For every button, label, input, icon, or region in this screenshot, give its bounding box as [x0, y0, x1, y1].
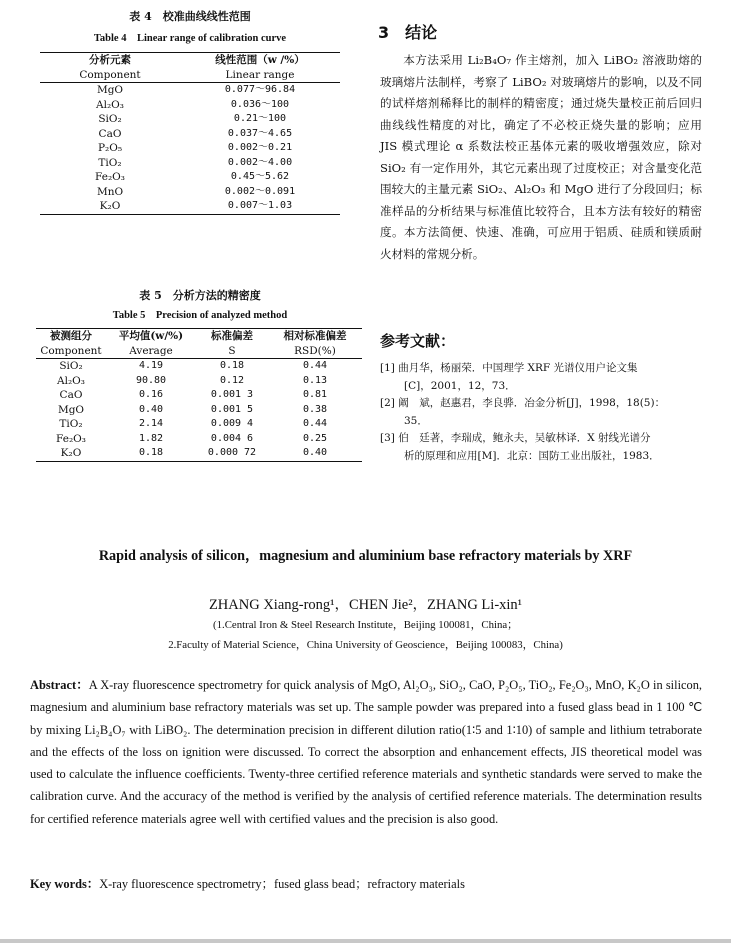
table5-cell: 0.000 72	[207, 447, 257, 458]
table4-cell: TiO₂	[98, 156, 122, 169]
table5-cell: 90.80	[135, 374, 167, 386]
table5-cell: 0.001 3	[210, 389, 254, 400]
table4-head-en-0: Component	[79, 68, 141, 81]
reference-number: [3]	[380, 432, 395, 444]
table5-head-en-0: Component	[40, 344, 102, 357]
table5-cell: 4.19	[138, 360, 164, 371]
table5-head-zh-1: 平均值(w/%)	[118, 330, 184, 342]
table5-cell: 0.13	[302, 374, 328, 386]
table5-head-zh-0: 被测组分	[50, 330, 92, 342]
table5-head-en-2: S	[228, 344, 236, 357]
table5-cell: 0.38	[302, 403, 328, 415]
table5-cell: 0.40	[138, 403, 164, 415]
table5-cell: 0.009 4	[210, 418, 254, 429]
keywords-label: Key words：	[30, 877, 100, 891]
table4-cell: 0.037～4.65	[227, 127, 293, 139]
table4-cell: MnO	[96, 185, 124, 198]
reference-number: [1]	[380, 362, 395, 374]
table5-cell: 0.001 5	[210, 403, 254, 415]
table4-head-zh-1: 线性范围（w /%）	[215, 54, 305, 66]
table5-cell: CaO	[59, 389, 83, 401]
table5-cell: MgO	[57, 403, 85, 416]
reference-text: 伯 廷著，李瑞成，鲍永夫，吴敏林译．X 射线光谱分	[398, 432, 651, 444]
table5	[36, 328, 362, 462]
keywords-text: X-ray fluorescence spectrometry；fused glass bead；refractory materials	[99, 877, 465, 891]
reference-text: 曲月华，杨丽荣．中国理学 XRF 光谱仪用户论文集	[398, 362, 638, 374]
reference-text-cont: 析的原理和应用[M]．北京：国防工业出版社，1983．	[404, 449, 660, 462]
table5-cell: SiO₂	[59, 360, 83, 372]
table5-cell: Al₂O₃	[57, 374, 85, 387]
table5-cell: 0.004 6	[210, 432, 254, 444]
table4-cell: P₂O₅	[97, 142, 123, 154]
table5-cell: Fe₂O₃	[56, 432, 86, 445]
table4-cell: SiO₂	[98, 113, 122, 125]
english-affiliation-1: (1.Central Iron & Steel Research Institute，Beijing 100081，China；	[213, 619, 518, 631]
table5-cell: K₂O	[60, 447, 82, 459]
table4-cell: CaO	[98, 127, 122, 140]
table4	[40, 52, 340, 215]
abstract-label: Abstract：	[30, 678, 89, 692]
table5-cell: 0.12	[219, 374, 245, 386]
table5-caption-zh: 表 5 分析方法的精密度	[139, 289, 261, 302]
reference-text: 阚 斌，赵惠君，李良骅．冶金分析[J]，1998，18(5)：	[398, 397, 666, 409]
table5-head-en-1: Average	[129, 344, 173, 357]
table4-cell: Fe₂O₃	[95, 171, 125, 183]
table5-cell: 2.14	[138, 418, 164, 429]
conclusion-paragraph: 本方法采用 Li₂B₄O₇ 作主熔剂，加入 LiBO₂ 溶液助熔的玻璃熔片法制样，考察了 LiBO₂ 对玻璃熔片的影响，以及不同的试样熔剂稀释比的制样的精密度；通过烧失量校正前后回归曲线线性精度的对比，确定了不必校正烧失量的影响；应用 JIS 模式理论 α 系数法校正基体元素的吸收增强效应，除对 SiO₂ 有一定作用外，其它元素出现了过度校正；对含量变化范围较大的主量元素 SiO₂、Al₂O₃ 和 MgO 进行了分段回归；标准样品的分析结果与标准值比较符合，且本方法有较好的精密度。本方法简便、快速、准确，可应用于铝质、硅质和镁质耐火材料的常规分析。	[380, 53, 702, 261]
table4-cell: 0.077～96.84	[224, 84, 296, 95]
reference-item	[380, 395, 710, 430]
english-title: Rapid analysis of silicon，magnesium and aluminium base refractory materials by XRF	[98, 548, 633, 564]
table4-caption-en: Table 4 Linear range of calibration curve	[93, 33, 287, 44]
table5-cell: 0.25	[302, 432, 328, 444]
conclusion-body	[380, 50, 702, 265]
table4-cell: 0.002～0.21	[227, 142, 293, 153]
reference-item	[380, 430, 710, 465]
table4-cell: 0.21～100	[233, 113, 287, 124]
table5-caption-en: Table 5 Precision of analyzed method	[112, 310, 288, 321]
reference-item	[380, 360, 710, 395]
table5-cell: 0.44	[302, 418, 328, 429]
table4-cell: 0.002～4.00	[227, 156, 293, 168]
table4-cell: Al₂O₃	[96, 98, 124, 111]
table5-cell: 0.18	[219, 360, 245, 371]
table5-cell: 0.81	[302, 389, 328, 400]
table4-cell: 0.45～5.62	[230, 171, 290, 182]
reference-text-cont: 35．	[404, 414, 428, 427]
english-keywords	[30, 873, 702, 895]
table4-cell: 0.036～100	[230, 98, 290, 110]
conclusion-heading: 3 结论	[378, 23, 438, 42]
abstract-text: A X-ray fluorescence spectrometry for quick analysis of MgO, Al₂O₃, SiO₂, CaO, P₂O₅, TiO₂, Fe₂O₃, MnO, K₂O in silicon, magnesium and aluminium base refractory materials was set up. The sample powder was prepared into a fused glass bead in 1 100 ℃ by mixing Li₂B₄O₇ with LiBO₂. The determination precision in different dilution ratio(1∶5 and 1∶10) of sample and lithium tetraborate and the effects of the loss on ignition were discussed. To correct the absorption and enhancement effects, JIS theoretical model was used to calculate the influence coefficients. Twenty-three certified reference materials and synthetic standards were served to make the calibration curve. And the accuracy of the method is verified by the analysis of certified reference materials. The determination results for certified reference materials agree well with certified values and the precision is also good.	[30, 678, 702, 826]
table4-cell: MgO	[96, 84, 124, 96]
reference-text-cont: [C]，2001，12，73．	[404, 379, 516, 392]
english-authors: ZHANG Xiang-rong¹，CHEN Jie²，ZHANG Li-xin¹	[208, 597, 523, 613]
table4-head-en-1: Linear range	[225, 68, 295, 81]
table4-head-zh-0: 分析元素	[89, 54, 131, 66]
table5-cell: 0.40	[302, 447, 328, 458]
table5-head-en-3: RSD(%)	[294, 344, 336, 357]
references-heading: 参考文献：	[380, 332, 456, 350]
table5-cell: 0.18	[138, 447, 164, 458]
table4-cell: K₂O	[99, 200, 121, 212]
table5-cell: TiO₂	[59, 418, 83, 430]
english-abstract	[30, 674, 702, 830]
table4-cell: 0.007～1.03	[227, 200, 293, 211]
table5-head-zh-3: 相对标准偏差	[283, 330, 347, 342]
english-affiliation-2: 2.Faculty of Material Science，China University of Geoscience，Beijing 100083，China)	[168, 639, 563, 651]
table5-cell: 0.44	[302, 360, 328, 371]
page-bottom-divider	[0, 939, 731, 943]
references-list	[380, 360, 710, 465]
reference-number: [2]	[380, 397, 395, 409]
table4-cell: 0.002～0.091	[224, 185, 296, 197]
table5-cell: 1.82	[138, 432, 164, 444]
table4-caption-zh: 表 4 校准曲线线性范围	[129, 10, 251, 23]
table5-cell: 0.16	[138, 389, 164, 400]
table5-head-zh-2: 标准偏差	[211, 330, 253, 342]
